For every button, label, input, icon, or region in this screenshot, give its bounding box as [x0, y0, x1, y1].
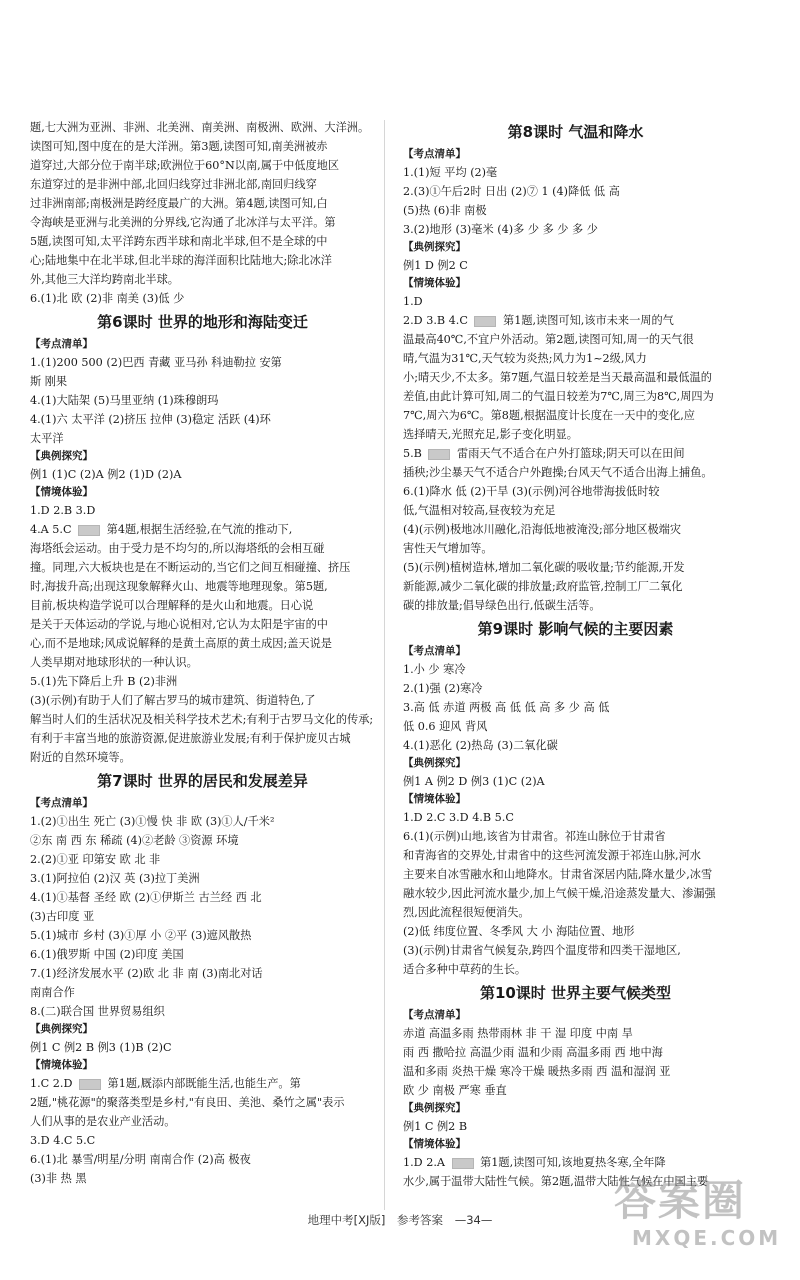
practice-line: 1.D 2.B 3.D: [30, 504, 96, 517]
checklist-line: 1.(1)200 500 (2)巴西 青藏 亚马孙 科迪勒拉 安第: [30, 356, 282, 369]
footer-page-number: —34—: [454, 1213, 493, 1227]
practice-line: 附近的自然环境等。: [30, 751, 131, 764]
practice-line: 和青海省的交界处,甘肃省中的这些河流发源于祁连山脉,河水: [403, 849, 701, 862]
practice-line: [30, 520, 375, 539]
checklist-line: 2.(3)①午后2时 日出 (2)⑦ 1 (4)降低 低 高: [403, 185, 620, 198]
practice-line: 海塔纸会运动。由于受力是不均匀的,所以海塔纸的会相互碰: [30, 542, 325, 555]
column-divider: [384, 120, 385, 1210]
lesson-title: 第10课时 世界主要气候类型: [479, 984, 672, 1002]
checklist-line: 3.高 低 赤道 两极 高 低 低 高 多 少 高 低: [403, 701, 610, 714]
practice-line: 主要来自冰雪融水和山地降水。甘肃省深居内陆,降水量少,冰雪: [403, 868, 713, 881]
practice-line: 害性天气增加等。: [403, 542, 493, 555]
intro-text: [30, 118, 375, 308]
practice-line: 5.(1)先下降后上升 B (2)非洲: [30, 675, 178, 688]
checklist-line: 温和多雨 炎热干燥 寒冷干燥 暖热多雨 西 温和湿润 亚: [403, 1065, 671, 1078]
practice-line: 是关于天体运动的学说,与地心说相对,它认为太阳是宇宙的中: [30, 618, 328, 631]
answer-hint-icon: [78, 525, 100, 536]
practice-line-lead: 1.D 2.A: [403, 1156, 449, 1169]
checklist-line: (5)热 (6)非 南极: [403, 204, 487, 217]
answer-hint-icon: [79, 1079, 101, 1090]
practice-section-tag: 【情境体验】: [403, 1138, 466, 1150]
right-column: [403, 118, 748, 1191]
checklist-line: 5.(1)城市 乡村 (3)①厚 小 ②平 (3)遮风散热: [30, 929, 252, 942]
practice-line-lead: 4.A 5.C: [30, 523, 76, 536]
checklist-section-tag: 【考点清单】: [30, 338, 93, 350]
practice-line-lead: 5.B: [403, 447, 426, 460]
practice-line: (3)非 热 黑: [30, 1172, 87, 1185]
practice-line: 7℃,周六为6℃。第8题,根据温度计长度在一天中的变化,应: [403, 409, 695, 422]
practice-line-rest: 第1题,厩添内部既能生活,也能生产。第: [104, 1077, 301, 1090]
practice-line-rest: 第4题,根据生活经验,在气流的推动下,: [103, 523, 293, 536]
checklist-line: 太平洋: [30, 432, 64, 445]
checklist-section-tag: 【考点清单】: [403, 645, 466, 657]
practice-line: 晴,气温为31℃,天气较为炎热;风力为1~2级,风力: [403, 352, 647, 365]
checklist-section-tag: 【考点清单】: [403, 148, 466, 160]
checklist-line: 2.(2)①亚 印第安 欧 北 非: [30, 853, 161, 866]
checklist-line: 雨 西 撒哈拉 高温少雨 温和少雨 高温多雨 西 地中海: [403, 1046, 663, 1059]
intro-line: 题,七大洲为亚洲、非洲、北美洲、南美洲、南极洲、欧洲、大洋洲。: [30, 121, 370, 134]
intro-line: 过非洲南部;南极洲是跨经度最广的大洲。第4题,读图可知,白: [30, 197, 328, 210]
lesson-title: 第6课时 世界的地形和海陆变迁: [97, 313, 308, 331]
practice-line-lead: 2.D 3.B 4.C: [403, 314, 472, 327]
practice-line-rest: 第1题,读图可知,该市未来一周的气: [499, 314, 674, 327]
practice-line: 2题,"桃花源"的聚落类型是乡村,"有良田、美池、桑竹之属"表示: [30, 1096, 345, 1109]
watermark-main-text: 答案圈: [614, 1176, 747, 1225]
footer-subject: 地理中考[XJ版]: [307, 1213, 386, 1227]
checklist-line: 4.(1)大陆架 (5)马里亚纳 (1)珠穆朗玛: [30, 394, 219, 407]
lesson-8-section: [403, 121, 748, 615]
intro-line: 5题,读图可知,太平洋跨东西半球和南北半球,但不是全球的中: [30, 235, 328, 248]
checklist-line: 3.(2)地形 (3)毫米 (4)多 少 多 少 多 少: [403, 223, 598, 236]
practice-line: [403, 311, 748, 330]
practice-line: 1.D: [403, 295, 423, 308]
practice-line: 人们从事的是农业产业活动。: [30, 1115, 176, 1128]
practice-line: 有利于丰富当地的旅游资源,促进旅游业发展;有利于保护庞贝古城: [30, 732, 351, 745]
practice-line: 1.D 2.C 3.D 4.B 5.C: [403, 811, 514, 824]
lesson-10-section: [403, 982, 748, 1191]
answer-hint-icon: [452, 1158, 474, 1169]
lesson-6-section: [30, 311, 375, 767]
checklist-line: (3)古印度 亚: [30, 910, 95, 923]
practice-line: 解当时人们的生活状况及相关科学技术艺术;有利于古罗马文化的传承;: [30, 713, 374, 726]
practice-line: [403, 444, 748, 463]
example-line: 例1 (1)C (2)A 例2 (1)D (2)A: [30, 468, 182, 481]
practice-line: 目前,板块构造学说可以合理解释的是火山和地震。日心说: [30, 599, 314, 612]
checklist-line: ②东 南 西 东 稀疏 (4)②老龄 ③资源 环境: [30, 834, 239, 847]
checklist-line: 1.小 少 寒冷: [403, 663, 466, 676]
practice-line: (5)(示例)植树造林,增加二氧化碳的吸收量;节约能源,开发: [403, 561, 685, 574]
left-column: [30, 118, 375, 1188]
intro-line: 东道穿过的是非洲中部,北回归线穿过非洲北部,南回归线穿: [30, 178, 317, 191]
checklist-line: 4.(1)①基督 圣经 欧 (2)①伊斯兰 古兰经 西 北: [30, 891, 262, 904]
practice-line: [403, 1153, 748, 1172]
practice-line: 心,而不是地球;风成说解释的是黄土高原的黄土成因;盖天说是: [30, 637, 332, 650]
practice-line: 温最高40℃,不宜户外活动。第2题,读图可知,周一的天气很: [403, 333, 694, 346]
practice-line: (3)(示例)甘肃省气候复杂,跨四个温度带和四类干湿地区,: [403, 944, 681, 957]
example-section-tag: 【典例探究】: [403, 1102, 466, 1114]
footer-section: 参考答案: [397, 1213, 444, 1227]
checklist-line: 7.(1)经济发展水平 (2)欧 北 非 南 (3)南北对话: [30, 967, 263, 980]
practice-line: 插秧;沙尘暴天气不适合户外跑操;台风天气不适合出海上捕鱼。: [403, 466, 713, 479]
practice-section-tag: 【情境体验】: [30, 486, 93, 498]
lesson-title: 第9课时 影响气候的主要因素: [477, 620, 674, 638]
intro-line: 令海峡是亚洲与北美洲的分界线,它沟通了北冰洋与太平洋。第: [30, 216, 336, 229]
practice-line: 小;晴天少,不太多。第7题,气温日较差是当天最高温和最低温的: [403, 371, 712, 384]
practice-line: 低,气温相对较高,昼夜较为充足: [403, 504, 556, 517]
checklist-line: 4.(1)恶化 (2)热岛 (3)二氧化碳: [403, 739, 558, 752]
lesson-title: 第7课时 世界的居民和发展差异: [97, 772, 308, 790]
practice-line: 3.D 4.C 5.C: [30, 1134, 96, 1147]
example-section-tag: 【典例探究】: [30, 450, 93, 462]
practice-line: 融水较少,因此河流水量少,加上气候干燥,沿途蒸发量大、渗漏强: [403, 887, 716, 900]
practice-line-lead: 1.C 2.D: [30, 1077, 76, 1090]
practice-line: 人类早期对地球形状的一种认识。: [30, 656, 198, 669]
watermark-sub-text: MXQE.COM: [632, 1226, 782, 1250]
checklist-line: 南南合作: [30, 986, 75, 999]
example-line: 例1 A 例2 D 例3 (1)C (2)A: [403, 775, 545, 788]
checklist-line: 2.(1)强 (2)寒冷: [403, 682, 483, 695]
checklist-line: 欧 少 南极 严寒 垂直: [403, 1084, 507, 1097]
intro-line: 6.(1)北 欧 (2)非 南美 (3)低 少: [30, 292, 185, 305]
intro-line: 读图可知,图中度在的是大洋洲。第3题,读图可知,南美洲被赤: [30, 140, 328, 153]
practice-line: 新能源,减少二氧化碳的排放量;政府监管,控制工厂二氧化: [403, 580, 683, 593]
example-section-tag: 【典例探究】: [30, 1023, 93, 1035]
checklist-section-tag: 【考点清单】: [30, 797, 93, 809]
practice-line: 烈,因此流程很短便消失。: [403, 906, 530, 919]
example-line: 例1 C 例2 B: [403, 1120, 468, 1133]
example-section-tag: 【典例探究】: [403, 241, 466, 253]
practice-line: (4)(示例)极地冰川融化,沿海低地被淹没;部分地区极端灾: [403, 523, 682, 536]
checklist-line: 1.(1)短 平均 (2)毫: [403, 166, 498, 179]
practice-section-tag: 【情境体验】: [30, 1059, 93, 1071]
intro-line: 心;陆地集中在北半球,但北半球的海洋面积比陆地大;除北冰洋: [30, 254, 332, 267]
practice-line: [30, 1074, 375, 1093]
checklist-line: 6.(1)俄罗斯 中国 (2)印度 美国: [30, 948, 184, 961]
lesson-9-section: [403, 618, 748, 979]
practice-line: 选择晴天,光照充足,影子变化明显。: [403, 428, 578, 441]
checklist-line: 3.(1)阿拉伯 (2)汉 英 (3)拉丁美洲: [30, 872, 200, 885]
practice-section-tag: 【情境体验】: [403, 277, 466, 289]
checklist-line: 斯 刚果: [30, 375, 68, 388]
answer-hint-icon: [474, 316, 496, 327]
practice-section-tag: 【情境体验】: [403, 793, 466, 805]
practice-line: 6.(1)降水 低 (2)干旱 (3)(示例)河谷地带海拔低时较: [403, 485, 660, 498]
checklist-section-tag: 【考点清单】: [403, 1009, 466, 1021]
watermark-logo: [614, 1176, 782, 1260]
example-line: 例1 D 例2 C: [403, 259, 468, 272]
practice-line: (2)低 纬度位置、冬季风 大 小 海陆位置、地形: [403, 925, 635, 938]
practice-line: 撞。同理,六大板块也是在不断运动的,当它们之间互相碰撞、挤压: [30, 561, 351, 574]
intro-line: 外,其他三大洋均跨南北半球。: [30, 273, 179, 286]
practice-line: 时,海拔升高;出现这现象解释火山、地震等地理现象。第5题,: [30, 580, 328, 593]
checklist-line: 赤道 高温多雨 热带雨林 非 干 湿 印度 中南 旱: [403, 1027, 633, 1040]
practice-line: 6.(1)北 暴雪/明星/分明 南南合作 (2)高 极夜: [30, 1153, 251, 1166]
example-section-tag: 【典例探究】: [403, 757, 466, 769]
practice-line-rest: 第1题,读图可知,该地夏热冬寒,全年降: [476, 1156, 666, 1169]
practice-line: 6.(1)(示例)山地,该省为甘肃省。祁连山脉位于甘肃省: [403, 830, 666, 843]
practice-line-rest: 雷雨天气不适合在户外打篮球;阴天可以在田间: [453, 447, 685, 460]
lesson-title: 第8课时 气温和降水: [507, 123, 644, 141]
intro-line: 道穿过,大部分位于南半球;欧洲位于60°N以南,属于中低度地区: [30, 159, 340, 172]
checklist-line: 4.(1)六 太平洋 (2)挤压 拉伸 (3)稳定 活跃 (4)环: [30, 413, 271, 426]
checklist-line: 8.(二)联合国 世界贸易组织: [30, 1005, 165, 1018]
practice-line: 适合多种中草药的生长。: [403, 963, 527, 976]
practice-line: 碳的排放量;倡导绿色出行,低碳生活等。: [403, 599, 601, 612]
example-line: 例1 C 例2 B 例3 (1)B (2)C: [30, 1041, 172, 1054]
practice-line: 差值,由此计算可知,周二的气温日较差为7℃,周三为8℃,周四为: [403, 390, 714, 403]
answer-hint-icon: [428, 449, 450, 460]
practice-line: (3)(示例)有助于人们了解古罗马的城市建筑、街道特色,了: [30, 694, 316, 707]
checklist-line: 1.(2)①出生 死亡 (3)①慢 快 非 欧 (3)①人/千米²: [30, 815, 275, 828]
practice-line: 水少,属于温带大陆性气候。第2题,温带大陆性气候在中国主要: [403, 1175, 709, 1188]
lesson-7-section: [30, 770, 375, 1188]
checklist-line: 低 0.6 迎风 背风: [403, 720, 488, 733]
